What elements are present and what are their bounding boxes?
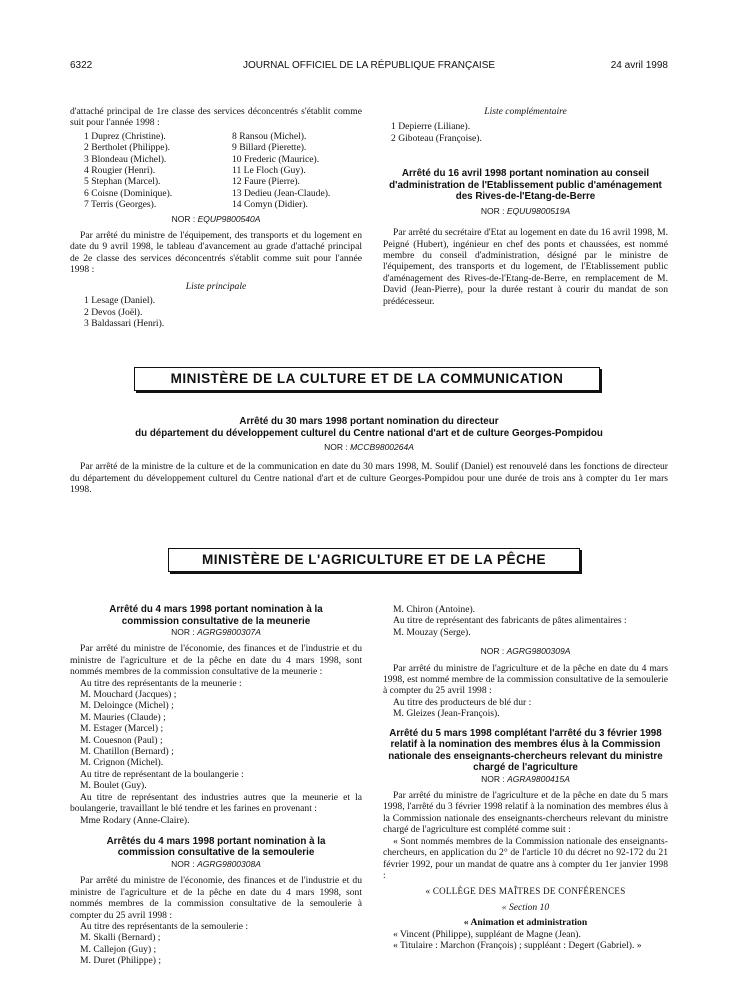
list-item: 11 Le Floch (Guy). — [232, 165, 306, 177]
list-item: 13 Dedieu (Jean-Claude). — [232, 187, 331, 199]
names-list — [70, 815, 362, 826]
list-item: 2 Bertholet (Philippe). — [84, 142, 171, 154]
list-item: 4 Rougier (Henri). — [84, 165, 156, 177]
animation-heading: « Animation et administration — [463, 917, 588, 929]
subheading: Au titre des représentants de la meunerie : — [80, 677, 242, 689]
list-item: 6 Coisne (Dominique). — [84, 187, 173, 199]
arrete-paragraph: Par arrêté de la ministre de la culture et de la communication en date du 30 mars 1998, M. Soulif (Daniel) est renouvelé dans les fonctions de directeur du département du développement culturel du Centre national d'art et de culture Georges-Pompidou pour une durée de trois ans à compter du 1er mars 1998. — [70, 461, 668, 496]
list-item: 12 Faure (Pierre). — [232, 176, 300, 188]
list-item: 1 Duprez (Christine). — [84, 130, 166, 142]
arrete-title-line2: du département du développement culturel du Centre national d'art et de culture Georges-Pompidou — [135, 427, 603, 439]
list-heading: Liste complémentaire — [484, 106, 567, 117]
nor-label: NOR : — [324, 442, 348, 452]
list-item: M. Chatillon (Bernard) ; — [80, 746, 174, 758]
subheading: Au titre de représentant des fabricants de pâtes alimentaires : — [393, 615, 627, 627]
list-item: 14 Comyn (Didier). — [232, 199, 308, 211]
journal-title: JOURNAL OFFICIEL DE LA RÉPUBLIQUE FRANÇAISE — [242, 60, 496, 71]
section-heading: « Section 10 — [501, 901, 550, 913]
names-list — [70, 689, 362, 769]
agri-left-column — [70, 604, 362, 967]
running-head — [70, 60, 668, 74]
nor-code: EQUP9800540A — [197, 213, 261, 224]
arrete-paragraph: Par arrêté du ministre de l'équipement, des transports et du logement en date du 9 avril 1998, le tableau d'avancement au grade d'attaché principal de 2e classe des services déconcentrés s'établit comme suit pour l'année 1998 : — [70, 230, 362, 276]
ministry-culture-heading: MINISTÈRE DE LA CULTURE ET DE LA COMMUNICATION — [134, 367, 600, 391]
list-item: M. Chiron (Antoine). — [393, 604, 476, 615]
arrete-paragraph: Par arrêté du ministre de l'économie, des finances et de l'industrie et du ministre de l'agriculture et de la pêche en date du 4 mars 1998, sont nommés membres de la commission consultative de la semoulerie à compter du 25 avril 1998 : — [70, 875, 362, 921]
ranked-list-left — [70, 131, 214, 211]
nor-reference — [383, 646, 668, 657]
arrete-title: Arrêté du 4 mars 1998 portant nomination à la commission consultative de la meunerie — [109, 604, 323, 627]
names-list — [383, 604, 668, 615]
list-item: 1 Lesage (Daniel). — [84, 295, 156, 307]
list-item: M. Deloingce (Michel) ; — [80, 700, 174, 712]
subheading: Au titre de représentant de la boulangerie : — [80, 768, 244, 780]
nor-code: EQUU9800519A — [506, 205, 571, 216]
top-left-column — [70, 106, 362, 329]
names-list — [383, 708, 668, 719]
member-line: « Titulaire : Marchon (François) ; suppléant : Degert (Gabriel). » — [393, 939, 642, 951]
arrete-paragraph: Par arrêté du secrétaire d'Etat au logement en date du 16 avril 1998, M. Peigné (Hubert), ingénieur en chef des ponts et chaussées, est nommé membre du conseil d'administration, désigné par le ministre de l'équipement, des transports et du logement, de l'Etablissement public d'aménagement des Rives-de-l'Etang-de-Berre, en remplacement de M. David (Jean-Pierre), pour la durée restant à courir du mandat de son prédécesseur. — [383, 227, 668, 307]
nor-reference — [70, 442, 668, 453]
top-right-column — [383, 106, 668, 307]
list-item: 7 Terris (Georges). — [84, 199, 157, 211]
nor-reference — [383, 206, 668, 217]
list-item: 3 Blondeau (Michel). — [84, 153, 167, 165]
nor-reference — [383, 774, 668, 785]
arrete-paragraph: Par arrêté du ministre de l'agriculture et de la pêche en date du 4 mars 1998, est nommé membre de la commission consultative de la semoulerie à compter du 25 avril 1998 : — [383, 662, 668, 697]
nor-label: NOR : — [171, 213, 196, 224]
ministry-agriculture-heading: MINISTÈRE DE L'AGRICULTURE ET DE LA PÊCHE — [168, 548, 580, 572]
subheading: Au titre de représentant des industries autres que la meunerie et la boulangerie, travaillant le blé tendre et les farines en provenant : — [70, 791, 362, 815]
nor-reference — [70, 859, 362, 870]
list-item: 5 Stephan (Marcel). — [84, 176, 161, 188]
names-list — [70, 932, 362, 966]
list-item: M. Callejon (Guy) ; — [80, 943, 157, 955]
arrete-paragraph: Par arrêté du ministre de l'économie, des finances et de l'industrie et du ministre de l'agriculture et de la pêche en date du 4 mars 1998, sont nommés membres de la commission consultative de la meunerie : — [70, 643, 362, 678]
nor-code: AGRG9800309A — [506, 646, 571, 657]
agri-right-column — [383, 604, 668, 951]
list-item: M. Mouchard (Jacques) ; — [80, 689, 177, 701]
nor-reference — [70, 214, 362, 225]
arrete-title: Arrêté du 5 mars 1998 complétant l'arrêté du 3 février 1998 relatif à la nomination des membres élus à la Commission nationale des enseignants-chercheurs relevant du ministre chargé de l'agriculture — [388, 727, 663, 774]
list-item: 1 Depierre (Liliane). — [391, 121, 471, 133]
arrete-paragraph: Par arrêté du ministre de l'agriculture et de la pêche en date du 5 mars 1998, l'arrêté du 3 février 1998 relatif à la nomination des membres élus à la Commission nationale des enseignants-chercheurs relevant du ministre chargé de l'agriculture est complété comme suit : — [383, 790, 668, 836]
principal-list — [70, 295, 362, 329]
nor-label: NOR : — [171, 627, 195, 637]
nor-reference — [70, 627, 362, 638]
list-item: 9 Billard (Pierette). — [232, 142, 307, 154]
arrete-title-line1: Arrêté du 30 mars 1998 portant nomination du directeur — [239, 416, 499, 427]
issue-date: 24 avril 1998 — [610, 60, 668, 71]
nor-code: AGRG9800307A — [197, 627, 261, 637]
list-heading: Liste principale — [185, 280, 247, 292]
list-item: Mme Rodary (Anne-Claire). — [80, 814, 190, 826]
list-item: M. Mauries (Claude) ; — [80, 711, 166, 723]
member-line: « Vincent (Philippe), suppléant de Magne (Jean). — [393, 928, 581, 940]
subheading: Au titre des producteurs de blé dur : — [393, 696, 532, 708]
list-item: 10 Frederic (Maurice). — [232, 153, 320, 165]
list-item: 2 Giboteau (Françoise). — [391, 132, 482, 144]
list-item: 8 Ransou (Michel). — [232, 130, 307, 142]
nor-label: NOR : — [480, 646, 505, 657]
nor-label: NOR : — [480, 205, 505, 216]
college-heading: « COLLÈGE DES MAÎTRES DE CONFÉRENCES — [425, 886, 626, 897]
names-list — [383, 627, 668, 638]
list-item: M. Estager (Marcel) ; — [80, 723, 164, 735]
nor-code: AGRG9800308A — [197, 858, 261, 869]
ranked-list-right — [214, 131, 362, 211]
list-item: M. Crignon (Michel). — [80, 757, 164, 769]
list-item: 3 Baldassari (Henri). — [84, 317, 165, 329]
tableau-intro: d'attaché principal de 1re classe des services déconcentrés s'établit comme suit pour l'année 1998 : — [70, 106, 362, 129]
list-item: M. Mouzay (Serge). — [393, 626, 471, 638]
subheading: Au titre des représentants de la semoulerie : — [80, 920, 249, 932]
arrete-title: Arrêtés du 4 mars 1998 portant nomination à la commission consultative de la semoulerie — [106, 835, 326, 859]
culture-section — [70, 416, 668, 496]
names-list — [70, 780, 362, 791]
page-number: 6322 — [70, 60, 93, 71]
complementary-list — [383, 121, 668, 144]
nor-label: NOR : — [481, 773, 505, 784]
list-item: M. Boulet (Guy). — [80, 780, 147, 792]
ranked-list-two-columns — [70, 131, 362, 211]
list-item: M. Gleizes (Jean-François). — [393, 708, 500, 720]
list-item: M. Couesnon (Paul) ; — [80, 734, 163, 746]
list-item: 2 Devos (Joël). — [84, 306, 143, 318]
list-item: M. Duret (Philippe) ; — [80, 955, 162, 967]
arrete-paragraph: « Sont nommés membres de la Commission nationale des enseignants-chercheurs, en application du 2° de l'article 10 du décret no 92-172 du 21 février 1992, pour un mandat de quatre ans à compter du 1er janvier 1998 : — [383, 835, 668, 881]
nor-label: NOR : — [171, 858, 195, 869]
arrete-title: Arrêté du 16 avril 1998 portant nomination au conseil d'administration de l'Etablissement public d'aménagement des Rives-de-l'Etang-de-Berre — [389, 168, 662, 203]
list-item: M. Skalli (Bernard) ; — [80, 932, 161, 944]
nor-code: AGRA9800415A — [507, 773, 570, 784]
nor-code: MCCB9800264A — [350, 442, 414, 452]
